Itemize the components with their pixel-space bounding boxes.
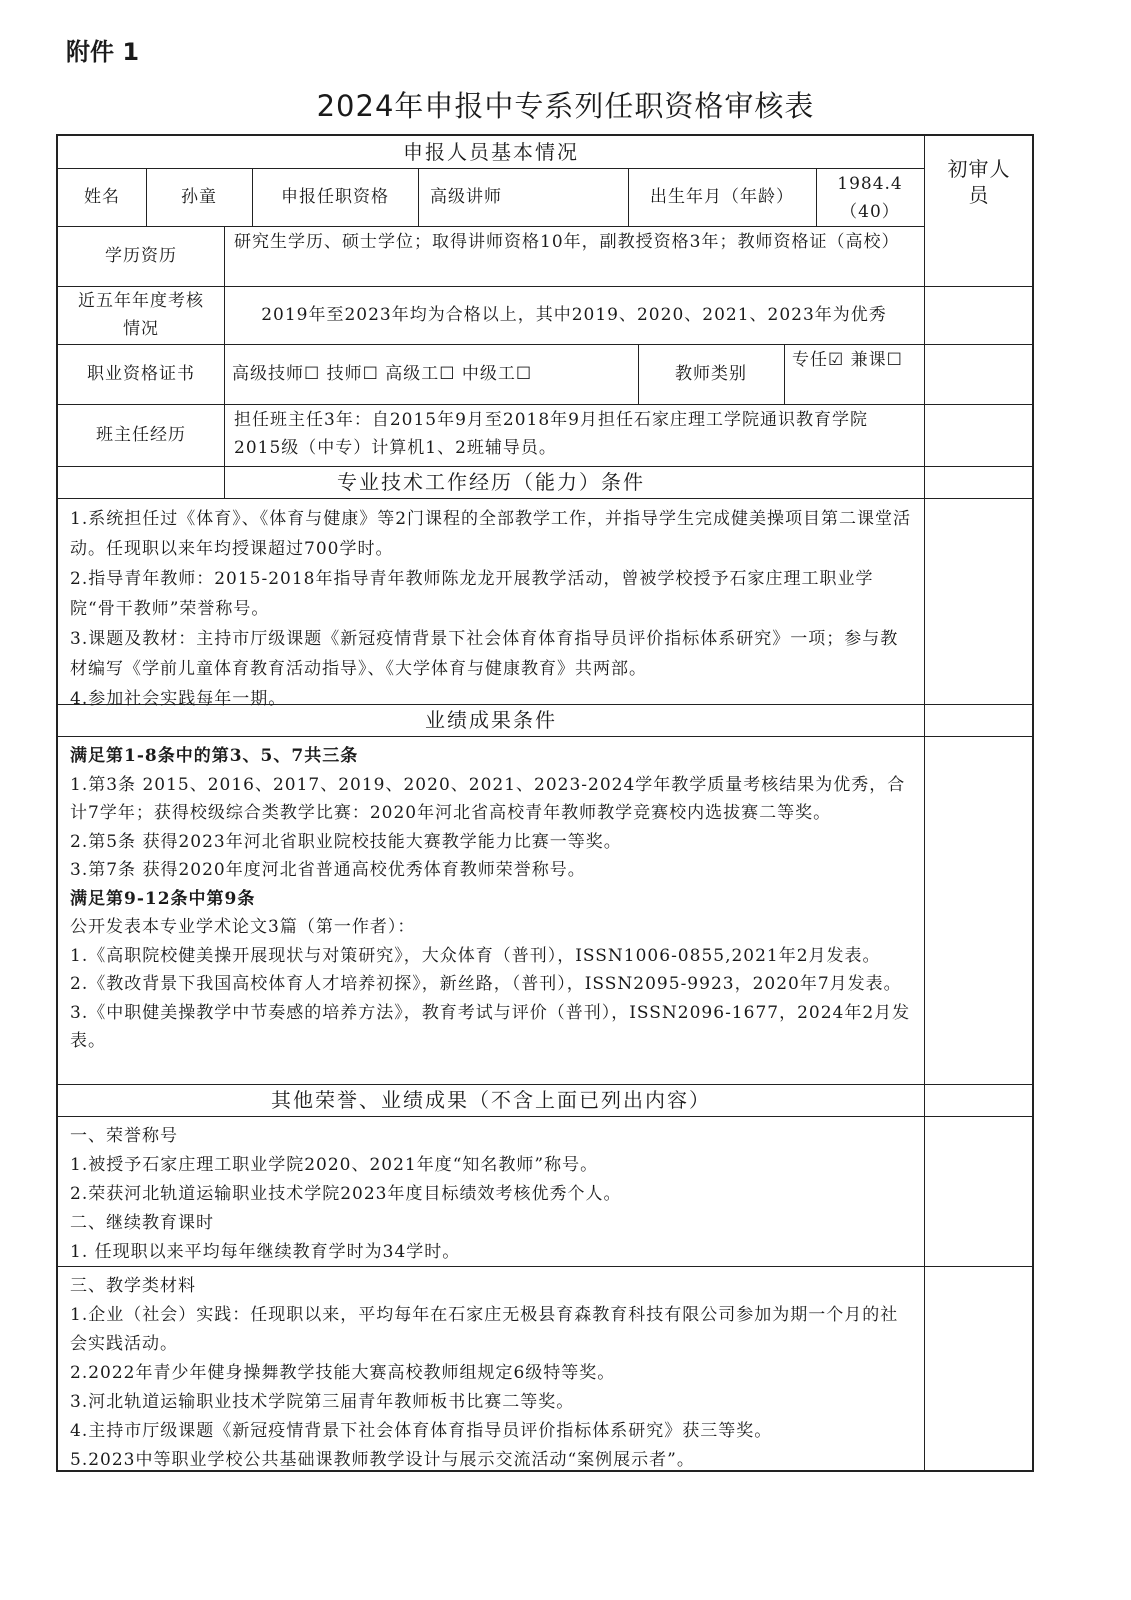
- edu-item: 1. 任现职以来平均每年继续教育学时为34学时。: [70, 1242, 461, 1262]
- review-form-table: [56, 134, 1034, 1472]
- teach-heading: 三、教学类材料: [70, 1276, 196, 1296]
- birth-cell: [816, 168, 924, 226]
- paper-item: 1.《高职院校健美操开展现状与对策研究》，大众体育（普刊），ISSN1006-0855,2021年2月发表。: [70, 945, 881, 966]
- honor-heading: 一、荣誉称号: [70, 1126, 178, 1146]
- teacher-type-label: 教师类别: [675, 364, 747, 384]
- other-section-body-2: [58, 1268, 924, 1468]
- name-value: 孙童: [181, 187, 217, 207]
- age-value: （40）: [840, 202, 900, 222]
- achievement-item: 1.第3条 2015、2016、2017、2019、2020、2021、2023-2024学年教学质量考核结果为优秀，合计7学年；获得校级综合类教学比赛：2020年河北省高校青年教师教学竞赛校内选拔赛二等奖。: [70, 774, 906, 823]
- edu-heading: 二、继续教育课时: [70, 1213, 214, 1233]
- work-item: 4.参加社会实践每年一期。: [70, 689, 287, 709]
- work-item: 3.课题及教材：主持市厅级课题《新冠疫情背景下社会体育体育指导员评价指标体系研究》一项；参与教材编写《学前儿童体育教育活动指导》、《大学体育与健康教育》共两部。: [70, 629, 899, 679]
- teach-item: 3.河北轨道运输职业技术学院第三届青年教师板书比赛二等奖。: [70, 1392, 575, 1412]
- teach-item: 1.企业（社会）实践：任现职以来，平均每年在石家庄无极县育森教育科技有限公司参加为期一个月的社会实践活动。: [70, 1305, 899, 1354]
- paper-item: 2.《教改背景下我国高校体育人才培养初探》，新丝路，（普刊），ISSN2095-9923，2020年7月发表。: [70, 974, 902, 994]
- achievement-item: 2.第5条 获得2023年河北省职业院校技能大赛教学能力比赛一等奖。: [70, 831, 622, 852]
- birth-label: 出生年月（年龄）: [650, 187, 794, 207]
- achievement-item: 3.第7条 获得2020年度河北省普通高校优秀体育教师荣誉称号。: [70, 860, 586, 880]
- achievement-heading-2: 满足第9-12条中第9条: [70, 888, 256, 909]
- work-section-title: 专业技术工作经历（能力）条件: [337, 470, 645, 494]
- cert-label: 职业资格证书: [87, 364, 195, 384]
- form-title: 2024年申报中专系列任职资格审核表: [316, 89, 815, 123]
- achievement-intro: 公开发表本专业学术论文3篇（第一作者）：: [70, 917, 416, 937]
- work-item: 1.系统担任过《体育》、《体育与健康》等2门课程的全部教学工作，并指导学生完成健美操项目第二课堂活动。任现职以来年均授课超过700学时。: [70, 509, 912, 559]
- class-teacher-value: 担任班主任3年：自2015年9月至2018年9月担任石家庄理工学院通识教育学院2015级（中专）计算机1、2班辅导员。: [234, 410, 868, 458]
- name-label: 姓名: [84, 187, 120, 207]
- work-item: 2.指导青年教师：2015-2018年指导青年教师陈龙龙开展教学活动，曾被学校授予石家庄理工职业学院“骨干教师”荣誉称号。: [70, 569, 874, 619]
- honor-item: 1.被授予石家庄理工职业学院2020、2021年度“知名教师”称号。: [70, 1155, 599, 1175]
- class-teacher-label: 班主任经历: [96, 425, 186, 445]
- work-section-body: [58, 500, 924, 709]
- honor-item: 2.荣获河北轨道运输职业技术学院2023年度目标绩效考核优秀个人。: [70, 1184, 622, 1204]
- assessment-value: 2019年至2023年均为合格以上，其中2019、2020、2021、2023年为优秀: [261, 305, 887, 325]
- education-label: 学历资历: [105, 246, 177, 266]
- teach-item: 4.主持市厅级课题《新冠疫情背景下社会体育体育指导员评价指标体系研究》获三等奖。: [70, 1421, 773, 1441]
- reviewer-header-cell: [924, 138, 1034, 226]
- attachment-label: 附件 1: [66, 38, 140, 66]
- qualification-value: 高级讲师: [430, 187, 502, 207]
- achievement-section-title: 业绩成果条件: [425, 708, 557, 732]
- assessment-label: 近五年年度考核情况: [78, 291, 204, 339]
- birth-value: 1984.4: [837, 174, 903, 194]
- qualification-label: 申报任职资格: [281, 187, 389, 207]
- other-section-title: 其他荣誉、业绩成果（不含上面已列出内容）: [271, 1088, 711, 1112]
- paper-item: 3.《中职健美操教学中节奏感的培养方法》，教育考试与评价（普刊），ISSN2096-1677，2024年2月发表。: [70, 1002, 911, 1051]
- reviewer-header: 初审人员: [947, 157, 1011, 207]
- teach-item: 2.2022年青少年健身操舞教学技能大赛高校教师组规定6级特等奖。: [70, 1363, 616, 1383]
- achievement-heading-1: 满足第1-8条中的第3、5、7共三条: [70, 746, 359, 766]
- cert-options: 高级技师☐ 技师☐ 高级工☐ 中级工☐: [232, 364, 533, 384]
- education-value: 研究生学历、硕士学位；取得讲师资格10年，副教授资格3年；教师资格证（高校）: [234, 232, 900, 252]
- teach-item: 5.2023中等职业学校公共基础课教师教学设计与展示交流活动“案例展示者”。: [70, 1450, 695, 1470]
- achievement-section-body: [58, 738, 924, 1084]
- teacher-type-value: 专任☑ 兼课☐: [792, 350, 903, 370]
- basic-section-title: 申报人员基本情况: [403, 140, 579, 164]
- other-section-body-1: [58, 1118, 924, 1266]
